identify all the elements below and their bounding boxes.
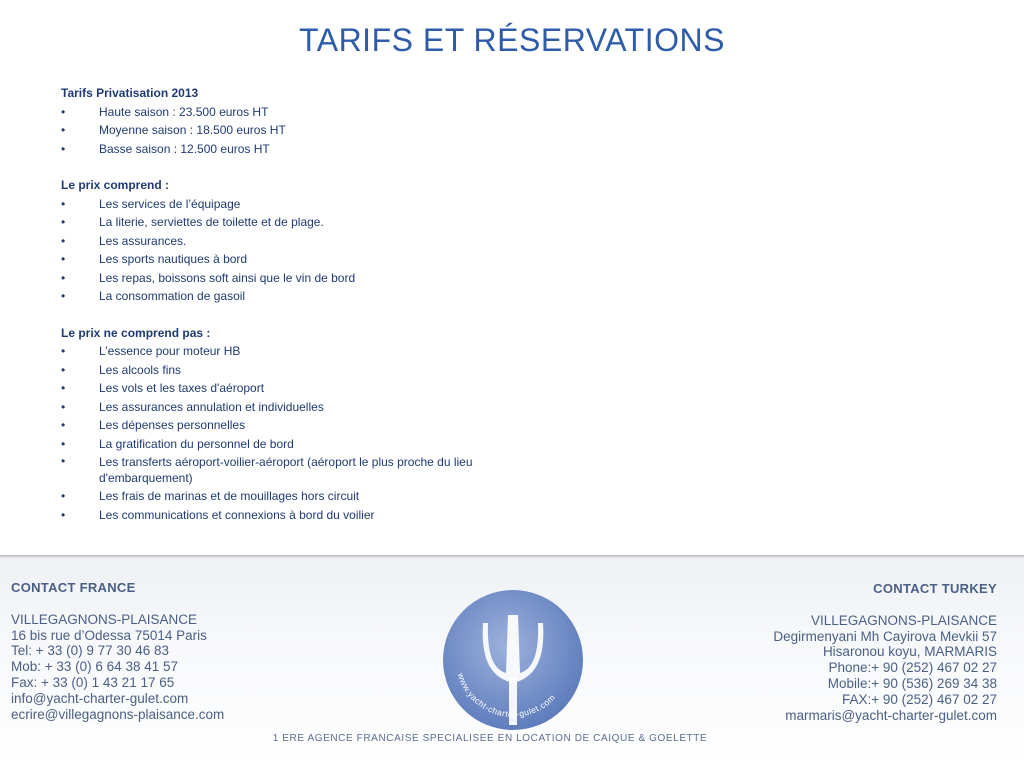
list-item [61,232,501,251]
list-item [61,269,501,288]
list-item-text: Les repas, boissons soft ainsi que le vin de bord [99,270,356,285]
contact-line: FAX:+ 90 (252) 467 02 27 [842,691,997,707]
bullet-icon: • [61,344,66,358]
contact-line: Fax: + 33 (0) 1 43 21 17 65 [11,674,175,690]
list-item-text: La gratification du personnel de bord [99,436,294,451]
list-item [61,213,501,232]
bullet-icon: • [61,507,66,522]
list-item-text: L’essence pour moteur HB [99,344,241,358]
list-item-text: Les alcools fins [99,362,182,377]
footer-tagline: 1 ERE AGENCE FRANCAISE SPECIALISEE EN LOCATION DE CAIQUE & GOELETTE [272,733,708,744]
comprend-heading: Le prix comprend : [61,178,170,192]
contact-line: 16 bis rue d’Odessa 75014 Paris [11,627,207,643]
bullet-icon: • [61,270,66,285]
bullet-icon: • [61,381,66,395]
list-item-text: Les vols et les taxes d'aéroport [99,381,265,395]
bullet-icon: • [61,436,66,451]
contact-france [11,580,224,722]
ne-comprend-list [61,342,501,524]
list-item-text: Les sports nautiques à bord [99,252,248,266]
contact-france-lines [11,612,224,723]
contact-line: Mobile:+ 90 (536) 269 34 38 [827,675,997,691]
logo-ring-text: www.yacht-charter-gulet.com [455,671,558,720]
contact-turkey-lines [773,613,997,724]
bullet-icon: • [61,123,66,137]
list-item [61,487,501,506]
list-item-text: Les services de l’équipage [99,196,241,211]
list-item [61,121,501,140]
list-item-text: Moyenne saison : 18.500 euros HT [99,123,286,137]
comprend-section [61,176,501,306]
list-item [61,398,501,417]
tarifs-list [61,103,501,159]
contact-line: Degirmenyani Mh Cayirova Mevkii 57 [773,628,997,644]
contact-line: Hisaronou koyu, MARMARIS [822,644,997,660]
page-title: TARIFS ET RÉSERVATIONS [299,22,725,58]
list-item [61,453,501,487]
comprend-list [61,195,501,306]
list-item-text: Les transferts aéroport-voilier-aéroport (aéroport le plus proche du lieu d'embarquement) [99,455,473,485]
bullet-icon: • [61,141,66,156]
list-item [61,361,501,380]
bullet-icon: • [61,104,66,119]
list-item-text: Les communications et connexions à bord du voilier [99,507,375,522]
contact-line: Mob: + 33 (0) 6 64 38 41 57 [11,659,178,675]
contact-line: ecrire@villegagnons-plaisance.com [11,706,225,722]
list-item-text: Les dépenses personnelles [99,418,246,432]
list-item-text: Haute saison : 23.500 euros HT [99,104,269,119]
list-item [61,103,501,122]
list-item [61,140,501,159]
footer-divider [0,555,1024,558]
bullet-icon: • [61,215,66,229]
list-item-text: Basse saison : 12.500 euros HT [99,141,270,156]
contact-france-heading: CONTACT FRANCE [11,580,136,595]
list-item-text: La literie, serviettes de toilette et de plage. [99,215,324,229]
list-item [61,195,501,214]
list-item [61,342,501,361]
contact-line: marmaris@yacht-charter-gulet.com [785,707,997,723]
bullet-icon: • [61,252,66,266]
list-item [61,250,501,269]
list-item [61,435,501,454]
contact-line: Tel: + 33 (0) 9 77 30 46 83 [11,643,169,659]
contact-line: Phone:+ 90 (252) 467 02 27 [828,660,997,676]
list-item-text: Les frais de marinas et de mouillages hors circuit [99,489,360,503]
bullet-icon: • [61,418,66,432]
ne-comprend-section [61,324,501,525]
logo-svg [438,585,588,735]
bullet-icon: • [61,362,66,377]
contact-turkey-heading: CONTACT TURKEY [873,581,997,596]
contact-turkey [773,581,997,723]
bullet-icon: • [61,289,66,303]
bullet-icon: • [61,489,66,503]
ne-comprend-heading: Le prix ne comprend pas : [61,325,211,340]
list-item-text: Les assurances annulation et individuelles [99,399,324,414]
bullet-icon: • [61,399,66,414]
bullet-icon: • [61,454,66,468]
bullet-icon: • [61,196,66,211]
trident-logo-icon [438,585,588,735]
list-item [61,416,501,435]
list-item-text: Les assurances. [99,233,187,248]
list-item [61,379,501,398]
list-item [61,287,501,306]
tarifs-section [61,84,501,158]
bullet-icon: • [61,233,66,248]
contact-line: VILLEGAGNONS-PLAISANCE [810,612,997,628]
tariffs-content [61,84,501,542]
contact-line: VILLEGAGNONS-PLAISANCE [11,611,198,627]
list-item-text: La consommation de gasoil [99,289,246,303]
tarifs-heading: Tarifs Privatisation 2013 [61,86,199,100]
list-item [61,506,501,525]
contact-line: info@yacht-charter-gulet.com [11,690,189,706]
